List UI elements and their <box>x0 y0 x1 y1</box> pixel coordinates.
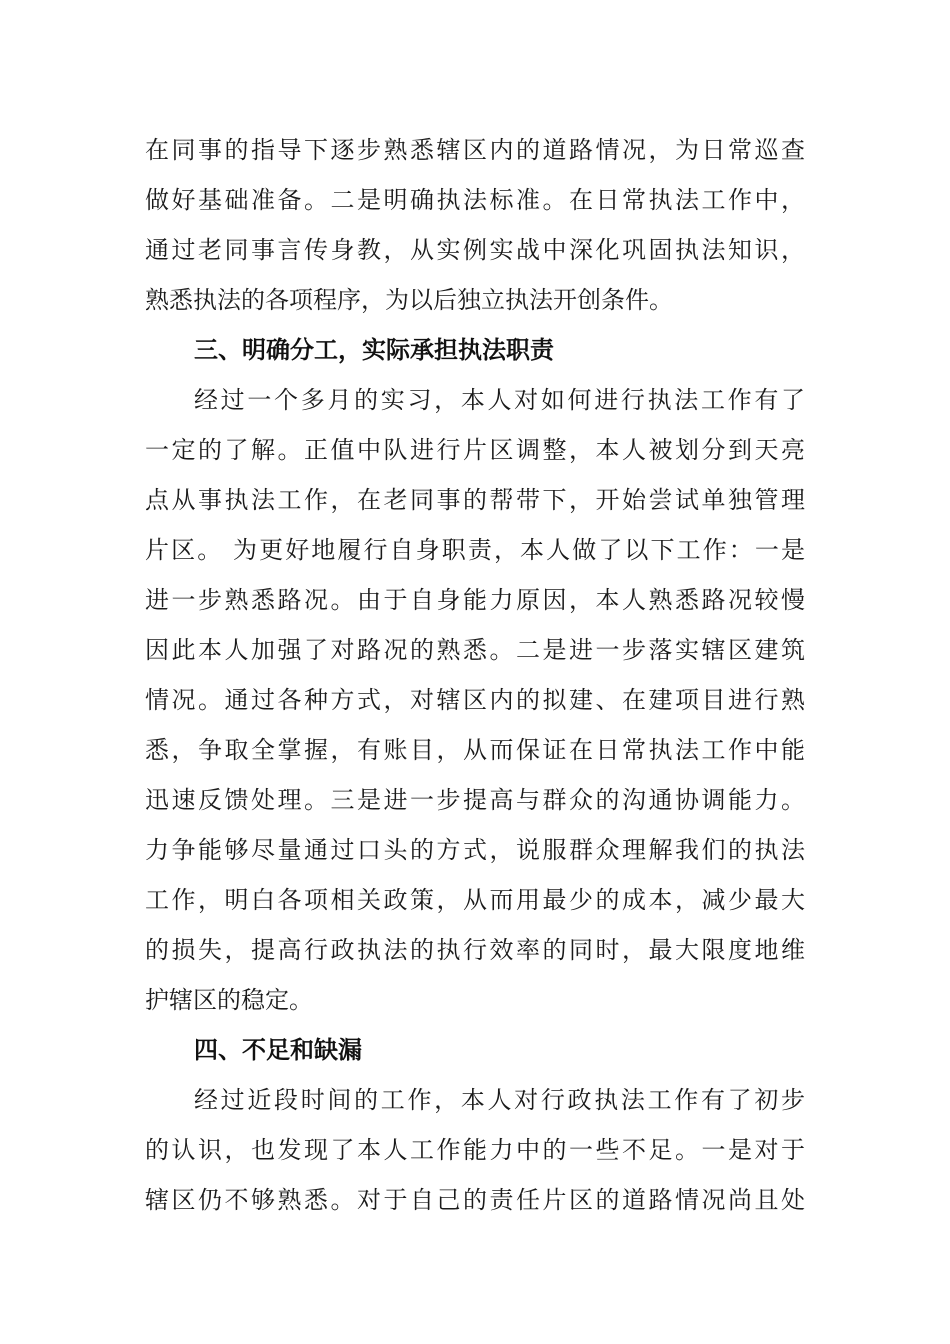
paragraph-1-line-3: 通过老同事言传身教，从实例实战中深化巩固执法知识， <box>145 236 805 264</box>
paragraph-1-line-4: 熟悉执法的各项程序，为以后独立执法开创条件。 <box>145 286 673 314</box>
paragraph-2-line-13: 护辖区的稳定。 <box>145 986 313 1014</box>
paragraph-2-line-5: 进一步熟悉路况。由于自身能力原因，本人熟悉路况较慢 <box>145 586 805 614</box>
paragraph-1-line-1: 在同事的指导下逐步熟悉辖区内的道路情况，为日常巡查 <box>145 136 805 164</box>
paragraph-2-line-10: 力争能够尽量通过口头的方式，说服群众理解我们的执法 <box>145 836 805 864</box>
paragraph-3-line-1: 经过近段时间的工作，本人对行政执法工作有了初步 <box>194 1086 805 1114</box>
paragraph-2-line-11: 工作，明白各项相关政策，从而用最少的成本，减少最大 <box>145 886 805 914</box>
paragraph-1-line-2: 做好基础准备。二是明确执法标准。在日常执法工作中， <box>145 186 805 214</box>
paragraph-2-line-1: 经过一个多月的实习，本人对如何进行执法工作有了 <box>194 386 805 414</box>
paragraph-3-line-3: 辖区仍不够熟悉。对于自己的责任片区的道路情况尚且处 <box>145 1186 805 1214</box>
section-heading-3: 三、明确分工，实际承担执法职责 <box>194 336 554 364</box>
paragraph-2-line-8: 悉，争取全掌握，有账目，从而保证在日常执法工作中能 <box>145 736 805 764</box>
paragraph-2-line-6: 因此本人加强了对路况的熟悉。二是进一步落实辖区建筑 <box>145 636 805 664</box>
section-heading-4: 四、不足和缺漏 <box>194 1036 362 1064</box>
paragraph-2-line-3: 点从事执法工作，在老同事的帮带下，开始尝试单独管理 <box>145 486 805 514</box>
paragraph-3-line-2: 的认识，也发现了本人工作能力中的一些不足。一是对于 <box>145 1136 805 1164</box>
paragraph-2-line-12: 的损失，提高行政执法的执行效率的同时，最大限度地维 <box>145 936 805 964</box>
paragraph-2-line-9: 迅速反馈处理。三是进一步提高与群众的沟通协调能力。 <box>145 786 805 814</box>
paragraph-2-line-7: 情况。通过各种方式，对辖区内的拟建、在建项目进行熟 <box>145 686 805 714</box>
paragraph-2-line-2: 一定的了解。正值中队进行片区调整，本人被划分到天亮 <box>145 436 805 464</box>
paragraph-2-line-4: 片区。 为更好地履行自身职责，本人做了以下工作：一是 <box>145 536 805 564</box>
